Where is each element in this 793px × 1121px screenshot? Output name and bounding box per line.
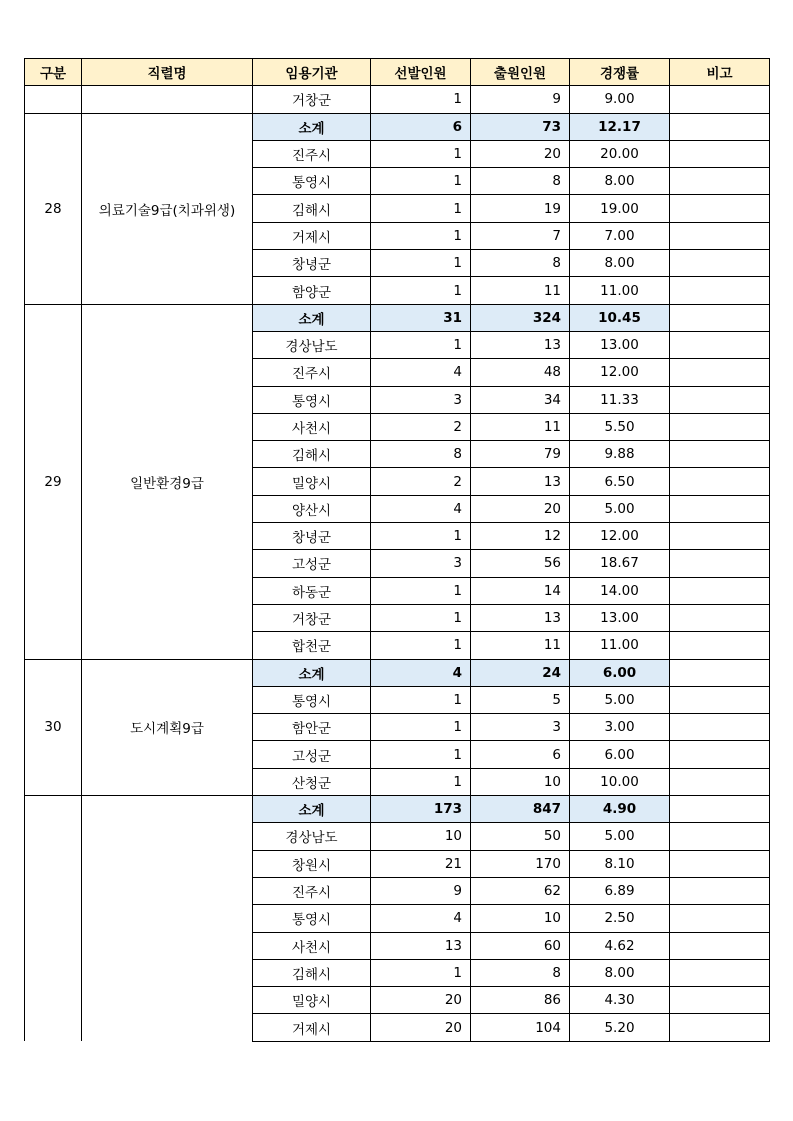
remarks-cell — [670, 359, 770, 386]
agency-cell: 함양군 — [253, 277, 371, 304]
rate-cell: 14.00 — [570, 577, 670, 604]
applied-cell: 20 — [471, 495, 570, 522]
agency-cell: 밀양시 — [253, 987, 371, 1014]
header-remarks: 비고 — [670, 59, 770, 86]
applied-cell: 50 — [471, 823, 570, 850]
applied-cell: 19 — [471, 195, 570, 222]
subtotal-rate-cell: 10.45 — [570, 304, 670, 331]
applied-cell: 86 — [471, 987, 570, 1014]
agency-cell: 산청군 — [253, 768, 371, 795]
applied-cell: 7 — [471, 222, 570, 249]
remarks-cell — [670, 495, 770, 522]
applied-cell: 10 — [471, 768, 570, 795]
rate-cell: 20.00 — [570, 140, 670, 167]
remarks-cell — [670, 386, 770, 413]
job-series-cell — [82, 796, 253, 1042]
subtotal-rate-cell: 6.00 — [570, 659, 670, 686]
rate-cell: 12.00 — [570, 359, 670, 386]
rate-cell: 4.62 — [570, 932, 670, 959]
table-row — [25, 86, 770, 113]
selected-cell: 2 — [371, 468, 471, 495]
subtotal-label-cell: 소계 — [253, 113, 371, 140]
agency-cell: 진주시 — [253, 359, 371, 386]
group-number-cell — [25, 796, 82, 1042]
rate-cell: 5.00 — [570, 823, 670, 850]
applied-cell: 14 — [471, 577, 570, 604]
rate-cell: 8.10 — [570, 850, 670, 877]
applied-cell: 60 — [471, 932, 570, 959]
agency-cell: 김해시 — [253, 195, 371, 222]
agency-cell: 거제시 — [253, 222, 371, 249]
agency-cell: 통영시 — [253, 168, 371, 195]
agency-cell: 진주시 — [253, 877, 371, 904]
subtotal-applied-cell: 324 — [471, 304, 570, 331]
agency-cell: 김해시 — [253, 959, 371, 986]
agency-cell: 경상남도 — [253, 823, 371, 850]
selected-cell: 20 — [371, 987, 471, 1014]
agency-cell: 창녕군 — [253, 250, 371, 277]
selected-cell: 3 — [371, 386, 471, 413]
subtotal-row — [25, 659, 770, 686]
selected-cell: 1 — [371, 714, 471, 741]
rate-cell: 10.00 — [570, 768, 670, 795]
subtotal-selected-cell: 4 — [371, 659, 471, 686]
table-body — [25, 86, 770, 1041]
agency-cell: 합천군 — [253, 632, 371, 659]
agency-cell: 고성군 — [253, 550, 371, 577]
header-selected-count: 선발인원 — [371, 59, 471, 86]
rate-cell: 5.00 — [570, 686, 670, 713]
selected-cell: 1 — [371, 768, 471, 795]
group-number-cell: 28 — [25, 113, 82, 304]
remarks-cell — [670, 113, 770, 140]
group-number-cell: 30 — [25, 659, 82, 795]
remarks-cell — [670, 714, 770, 741]
applied-cell: 8 — [471, 959, 570, 986]
applied-cell: 11 — [471, 632, 570, 659]
job-series-cell: 도시계획9급 — [82, 659, 253, 795]
rate-cell: 5.50 — [570, 413, 670, 440]
remarks-cell — [670, 277, 770, 304]
selected-cell: 2 — [371, 413, 471, 440]
selected-cell: 10 — [371, 823, 471, 850]
selected-cell: 1 — [371, 604, 471, 631]
applied-cell: 13 — [471, 331, 570, 358]
agency-cell: 고성군 — [253, 741, 371, 768]
subtotal-row — [25, 304, 770, 331]
applied-cell: 20 — [471, 140, 570, 167]
rate-cell: 8.00 — [570, 959, 670, 986]
selected-cell: 3 — [371, 550, 471, 577]
remarks-cell — [670, 140, 770, 167]
remarks-cell — [670, 823, 770, 850]
applied-cell: 79 — [471, 441, 570, 468]
applied-cell: 13 — [471, 468, 570, 495]
header-appointing-agency: 임용기관 — [253, 59, 371, 86]
selected-cell: 1 — [371, 168, 471, 195]
remarks-cell — [670, 222, 770, 249]
subtotal-selected-cell: 6 — [371, 113, 471, 140]
applied-cell: 13 — [471, 604, 570, 631]
rate-cell: 13.00 — [570, 604, 670, 631]
agency-cell: 밀양시 — [253, 468, 371, 495]
agency-cell: 거제시 — [253, 1014, 371, 1041]
applied-cell: 5 — [471, 686, 570, 713]
rate-cell: 6.00 — [570, 741, 670, 768]
remarks-cell — [670, 632, 770, 659]
remarks-cell — [670, 905, 770, 932]
rate-cell: 9.00 — [570, 86, 670, 113]
remarks-cell — [670, 577, 770, 604]
rate-cell: 9.88 — [570, 441, 670, 468]
selected-cell: 13 — [371, 932, 471, 959]
selected-cell: 1 — [371, 222, 471, 249]
subtotal-row — [25, 113, 770, 140]
subtotal-label-cell: 소계 — [253, 796, 371, 823]
rate-cell: 18.67 — [570, 550, 670, 577]
remarks-cell — [670, 86, 770, 113]
remarks-cell — [670, 550, 770, 577]
selected-cell: 1 — [371, 632, 471, 659]
rate-cell: 11.33 — [570, 386, 670, 413]
subtotal-rate-cell: 4.90 — [570, 796, 670, 823]
header-category: 구분 — [25, 59, 82, 86]
agency-cell: 창원시 — [253, 850, 371, 877]
agency-cell: 거창군 — [253, 604, 371, 631]
rate-cell: 11.00 — [570, 277, 670, 304]
subtotal-row — [25, 796, 770, 823]
remarks-cell — [670, 413, 770, 440]
subtotal-selected-cell: 173 — [371, 796, 471, 823]
remarks-cell — [670, 304, 770, 331]
selected-cell: 1 — [371, 331, 471, 358]
recruitment-competition-table — [24, 58, 770, 1042]
applied-cell: 170 — [471, 850, 570, 877]
selected-cell: 4 — [371, 359, 471, 386]
agency-cell: 하동군 — [253, 577, 371, 604]
header-job-series: 직렬명 — [82, 59, 253, 86]
remarks-cell — [670, 796, 770, 823]
subtotal-applied-cell: 24 — [471, 659, 570, 686]
remarks-cell — [670, 959, 770, 986]
applied-cell: 104 — [471, 1014, 570, 1041]
remarks-cell — [670, 604, 770, 631]
selected-cell: 1 — [371, 250, 471, 277]
selected-cell: 8 — [371, 441, 471, 468]
remarks-cell — [670, 850, 770, 877]
agency-cell: 함안군 — [253, 714, 371, 741]
selected-cell: 1 — [371, 523, 471, 550]
remarks-cell — [670, 987, 770, 1014]
remarks-cell — [670, 1014, 770, 1041]
agency-cell: 양산시 — [253, 495, 371, 522]
remarks-cell — [670, 741, 770, 768]
selected-cell: 4 — [371, 495, 471, 522]
job-series-cell: 일반환경9급 — [82, 304, 253, 659]
selected-cell: 1 — [371, 140, 471, 167]
applied-cell: 6 — [471, 741, 570, 768]
subtotal-applied-cell: 847 — [471, 796, 570, 823]
subtotal-label-cell: 소계 — [253, 659, 371, 686]
applied-cell: 11 — [471, 413, 570, 440]
subtotal-rate-cell: 12.17 — [570, 113, 670, 140]
rate-cell: 2.50 — [570, 905, 670, 932]
remarks-cell — [670, 686, 770, 713]
rate-cell: 3.00 — [570, 714, 670, 741]
agency-cell: 거창군 — [253, 86, 371, 113]
agency-cell: 사천시 — [253, 932, 371, 959]
remarks-cell — [670, 441, 770, 468]
rate-cell: 6.50 — [570, 468, 670, 495]
table-header — [25, 59, 770, 86]
remarks-cell — [670, 659, 770, 686]
rate-cell: 5.20 — [570, 1014, 670, 1041]
selected-cell: 1 — [371, 686, 471, 713]
selected-cell: 20 — [371, 1014, 471, 1041]
header-applicant-count: 출원인원 — [471, 59, 570, 86]
rate-cell: 13.00 — [570, 331, 670, 358]
job-series-cell — [82, 86, 253, 113]
remarks-cell — [670, 250, 770, 277]
agency-cell: 김해시 — [253, 441, 371, 468]
selected-cell: 1 — [371, 741, 471, 768]
agency-cell: 경상남도 — [253, 331, 371, 358]
group-number-cell — [25, 86, 82, 113]
rate-cell: 8.00 — [570, 168, 670, 195]
rate-cell: 19.00 — [570, 195, 670, 222]
applied-cell: 48 — [471, 359, 570, 386]
rate-cell: 5.00 — [570, 495, 670, 522]
rate-cell: 7.00 — [570, 222, 670, 249]
header-competition-rate: 경쟁률 — [570, 59, 670, 86]
rate-cell: 11.00 — [570, 632, 670, 659]
remarks-cell — [670, 468, 770, 495]
applied-cell: 8 — [471, 168, 570, 195]
agency-cell: 사천시 — [253, 413, 371, 440]
subtotal-applied-cell: 73 — [471, 113, 570, 140]
rate-cell: 6.89 — [570, 877, 670, 904]
agency-cell: 통영시 — [253, 905, 371, 932]
rate-cell: 4.30 — [570, 987, 670, 1014]
remarks-cell — [670, 195, 770, 222]
selected-cell: 9 — [371, 877, 471, 904]
selected-cell: 1 — [371, 86, 471, 113]
selected-cell: 21 — [371, 850, 471, 877]
applied-cell: 12 — [471, 523, 570, 550]
remarks-cell — [670, 768, 770, 795]
header-row — [25, 59, 770, 86]
rate-cell: 12.00 — [570, 523, 670, 550]
selected-cell: 1 — [371, 277, 471, 304]
applied-cell: 10 — [471, 905, 570, 932]
applied-cell: 8 — [471, 250, 570, 277]
applied-cell: 9 — [471, 86, 570, 113]
agency-cell: 진주시 — [253, 140, 371, 167]
remarks-cell — [670, 331, 770, 358]
applied-cell: 34 — [471, 386, 570, 413]
job-series-cell: 의료기술9급(치과위생) — [82, 113, 253, 304]
selected-cell: 4 — [371, 905, 471, 932]
remarks-cell — [670, 877, 770, 904]
agency-cell: 통영시 — [253, 686, 371, 713]
applied-cell: 62 — [471, 877, 570, 904]
subtotal-selected-cell: 31 — [371, 304, 471, 331]
group-number-cell: 29 — [25, 304, 82, 659]
remarks-cell — [670, 523, 770, 550]
applied-cell: 56 — [471, 550, 570, 577]
selected-cell: 1 — [371, 959, 471, 986]
selected-cell: 1 — [371, 577, 471, 604]
applied-cell: 3 — [471, 714, 570, 741]
agency-cell: 통영시 — [253, 386, 371, 413]
rate-cell: 8.00 — [570, 250, 670, 277]
selected-cell: 1 — [371, 195, 471, 222]
remarks-cell — [670, 932, 770, 959]
subtotal-label-cell: 소계 — [253, 304, 371, 331]
remarks-cell — [670, 168, 770, 195]
agency-cell: 창녕군 — [253, 523, 371, 550]
applied-cell: 11 — [471, 277, 570, 304]
